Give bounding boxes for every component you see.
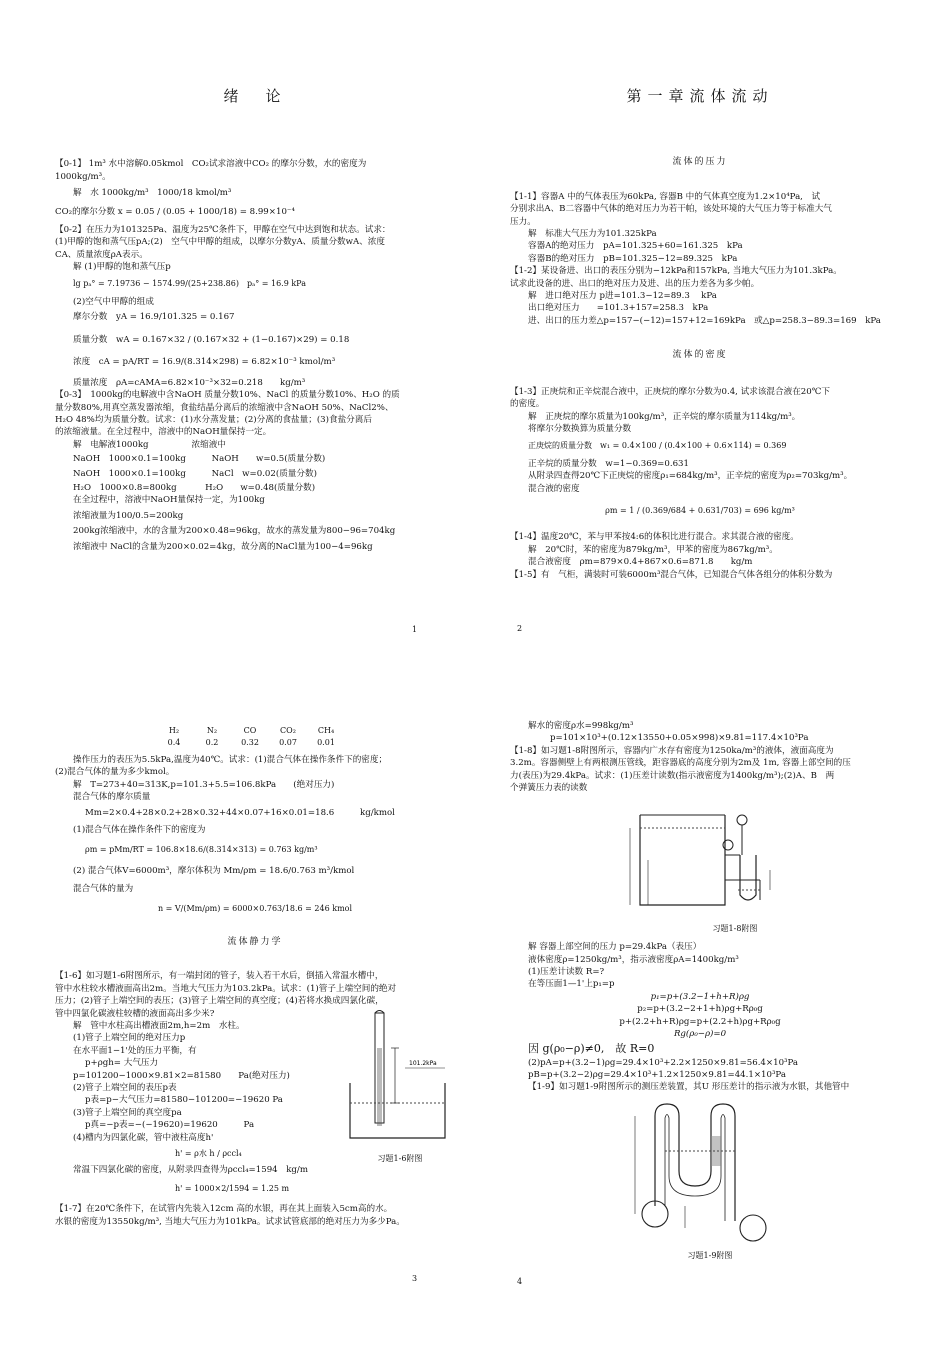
text-line: 混合液密度 ρm=879×0.4+867×0.6=871.8 kg/m [528,557,753,568]
text-line: 【1-8】如习题1-8附图所示，容器内广水存有密度为1250ka/m³的液体，液面高度为 [510,745,834,756]
tank-manometer-diagram [610,800,790,918]
gas-col [155,725,193,750]
page-3-body-2 [55,970,455,1228]
figure-caption: 习题1-9附图 [687,1251,733,1261]
text-line: (2)混合气体的量为多少kmol。 [55,767,175,778]
text-line: 解 标准大气压力为101.325kPa [528,229,657,240]
u-tube-manometer-diagram [625,1096,795,1246]
text-line: CA、质量浓度ρA表示。 [55,249,148,260]
text-line: 压力；(2)管子上端空间的表压；(3)管子上端空间的真空度；(4)若将水换成四氯化碳， [55,996,384,1007]
tube-in-tank-diagram [345,1008,455,1148]
section-heading: 流体的密度 [672,350,728,361]
page-title: 第一章流体流动 [626,87,774,105]
page-4 [510,720,890,1263]
text-line: (1)混合气体在操作条件下的密度为 [73,824,206,835]
text-line: 200kg浓缩液中，水的含量为200×0.48=96kg，故水的蒸发量为800−96=704kg [73,526,396,537]
text-line: 解 T=273+40=313K,p=101.3+5.5=106.8kPa (绝对压力) [73,779,335,790]
page-2-body-2 [510,386,890,581]
text-line: 浓缩液量为100/0.5=200kg [73,510,184,521]
text-line: 【1-3】正庚烷和正辛烷混合液中，正庚烷的摩尔分数为0.4, 试求该混合液在20℃下 [510,386,830,397]
text-line: 在等压面1—1'上p₁=p [528,979,615,990]
text-line: NaOH 1000×0.1=100kg NaCl w=0.02(质量分数) [73,468,317,479]
text-line: (2) 混合气体V=6000m³，摩尔体积为 Mm/ρm = 18.6/0.763 m³/kmol [73,865,355,876]
text-line: (3)管子上端空间的真空度pa [73,1107,182,1118]
page-1-body [55,158,455,553]
gas-col [307,725,345,750]
text-line: 管中水柱较水槽液面高出2m。当地大气压力为103.2kPa。试求：(1)管子上端空间的绝对 [55,983,397,994]
text-line: 解 容器上部空间的压力 p=29.4kPa（表压） [528,942,702,953]
text-line: 质量浓度 ρA=cAMA=6.82×10⁻³×32=0.218 kg/m³ [73,377,306,388]
gas-col [231,725,269,750]
text-line: (1)甲醇的饱和蒸气压pA;(2) 空气中甲醇的组成，以摩尔分数yA、质量分数wA、浓度 [55,237,385,248]
text-line: p表=p−大气压力=81580−101200=−19620 Pa [85,1095,283,1106]
text-line: p=101200−1000×9.81×2=81580 Pa(绝对压力) [73,1070,290,1081]
figure-1-6 [345,1008,455,1163]
gas-value: 0.4 [167,738,181,748]
page-4-body-1 [510,720,890,794]
gas-col [269,725,307,750]
text-line: 正辛烷的质量分数 w=1−0.369=0.631 [528,458,689,469]
text-line: 的密度。 [510,399,545,410]
figure-caption: 习题1-8附图 [712,923,758,933]
text-line: 解 正庚烷的摩尔质量为100kg/m³，正辛烷的摩尔质量为114kg/m³。 [528,411,801,422]
page-number: 1 [412,625,418,634]
text-line: pB=p+(3.2−2)ρg=29.4×10³+1.2×1250×9.81=44.1×10³Pa [528,1069,786,1080]
section-heading: 流体静力学 [227,936,283,947]
figure-1-8 [610,800,790,935]
gas-value: 0.07 [279,738,297,748]
text-line: 试求此设备的进、出口的绝对压力及进、出的压力差各为多少帕。 [510,278,760,289]
pressure-label: 101.2kPa [409,1060,437,1068]
text-line: 压力。 [510,216,536,227]
text-line: 【1-4】温度20℃，苯与甲苯按4:6的体积比进行混合。求其混合液的密度。 [510,532,799,543]
text-line: 【1-2】某设备进、出口的表压分别为−12kPa和157kPa, 当地大气压力为101.3kPa。 [510,266,842,277]
gas-value: 0.01 [317,738,335,748]
text-line: n = V/(Mm/ρm) = 6000×0.763/18.6 = 246 kmol [157,904,353,914]
text-line: (2)空气中甲醇的组成 [73,297,154,308]
text-line: 解 水 1000kg/m³ 1000/18 kmol/m³ [73,188,232,199]
page-number: 2 [517,624,523,633]
text-line: 解 进口绝对压力 p进=101.3−12=89.3 kPa [528,291,717,302]
text-line: p₂=p+(3.2−2+1+h)ρg+Rρ₀g [637,1004,763,1015]
text-line: 力(表压)为29.4kPa。试求：(1)压差计读数(指示液密度为1400kg/m³);(2)A、B 两 [510,770,835,781]
gas-name: CH₄ [317,726,335,735]
text-line: ρm = pMm/RT = 106.8×18.6/(8.314×313) = 0.763 kg/m³ [85,845,318,855]
text-line: 管中四氯化碳液柱较槽的液面高出多少米? [55,1008,215,1019]
text-line: 浓缩液中 NaCl的含量为200×0.02=4kg，故分离的NaCl量为100−4=96kg [73,541,373,552]
text-line: 容器A的绝对压力 pA=101.325+60=161.325 kPa [528,241,743,252]
text-line: 解水的密度ρ水=998kg/m³ [528,721,634,731]
text-line: p真=−p表=−(−19620)=19620 Pa [85,1120,255,1131]
text-line: 容器B的绝对压力 pB=101.325−12=89.325 kPa [528,253,738,264]
text-line: p=101×10³+(0.12×13550+0.05×998)×9.81=117.4×10³Pa [550,733,809,744]
text-line: 【0-3】 1000kg的电解液中含NaOH 质量分数10%、NaCl 的质量分数10%、H₂O 的质 [55,390,400,401]
text-line: 【1-9】如习题1-9附图所示的测压差装置，其U 形压差计的指示液为水银，其他管中 [528,1082,850,1093]
text-line: 解 (1)甲醇的饱和蒸气压p [73,262,171,273]
text-line: 的浓缩液量。在全过程中，溶液中的NaOH量保持一定。 [55,427,272,438]
text-line: 【1-7】在20℃条件下，在试管内先装入12cm 高的水银，再在其上面装入5cm高的水。 [55,1204,393,1215]
text-line: 因 g(ρ₀−ρ)≠0, 故 R=0 [528,1041,655,1055]
text-line: 【0-2】在压力为101325Pa、温度为25℃条件下，甲醇在空气中达到饱和状态。试求： [55,225,391,236]
text-line: p+(2.2+h+R)ρg=p+(2.2+h)ρg+Rρ₀g [619,1016,781,1027]
text-line: Mm=2×0.4+28×0.2+28×0.32+44×0.07+16×0.01=18.6 kg/kmol [85,808,395,819]
text-line: (1)压差计读数 R=? [528,967,605,978]
text-line: Rg(ρ₀−ρ)=0 [673,1029,727,1040]
text-line: (2)管子上端空间的表压p表 [73,1082,177,1093]
text-line: (1)管子上端空间的绝对压力p [73,1033,186,1044]
text-line: 出口绝对压力 =101.3+157=258.3 kPa [528,303,709,314]
text-line: 水银的密度为13550kg/m³, 当地大气压力为101kPa。试求试管底部的绝对压力为多少Pa。 [55,1216,405,1227]
text-line: 常温下四氯化碳的密度，从附录四查得为ρccl₄=1594 kg/m [73,1165,308,1176]
figure-caption: 习题1-6附图 [377,1153,423,1163]
gas-value: 0.32 [241,738,259,748]
gas-name: CO₂ [280,726,296,735]
text-line: 【1-5】有 气柜，满装时可装6000m³混合气体，已知混合气体各组分的体积分数为 [510,569,833,580]
text-line: 液体密度ρ=1250kg/m³，指示液密度ρA=1400kg/m³ [528,954,739,965]
text-line: h' = 1000×2/1594 = 1.25 m [175,1183,290,1193]
text-line: 混合液的密度 [528,483,580,494]
text-line: 操作压力的表压为5.5kPa,温度为40℃。试求：(1)混合气体在操作条件下的密度； [73,754,388,765]
gas-name: H₂ [168,726,180,735]
section-heading: 流体的压力 [672,157,728,168]
text-line: 在全过程中，溶液中NaOH量保持一定，为100kg [73,495,265,506]
text-line: 【1-6】如习题1-6附图所示，有一端封闭的管子，装入若干水后，倒插入常温水槽中， [55,971,384,982]
gas-col [193,725,231,750]
page-4-body-2 [510,941,890,1093]
page-1 [55,87,455,553]
text-line: CO₂的摩尔分数 x = 0.05 / (0.05 + 1000/18) = 8.99×10⁻⁴ [55,206,295,217]
page-2 [510,87,890,581]
text-line: 解 20℃时，苯的密度为879kg/m³，甲苯的密度为867kg/m³。 [528,544,778,555]
text-line: 解 管中水柱高出槽液面2m,h=2m 水柱。 [73,1020,245,1031]
text-line: 从附录四查得20℃下正庚烷的密度ρ₁=684kg/m³，正辛烷的密度为ρ₂=703kg/m³。 [528,471,853,482]
text-line: 浓度 cA = pA/RT = 16.9/(8.314×298) = 6.82×10⁻³ kmol/m³ [73,357,336,368]
page-3 [55,725,455,1228]
text-line: 将摩尔分数换算为质量分数 [528,423,632,434]
text-line: (2)pA=p+(3.2−1)ρg=29.4×10³+2.2×1250×9.81=56.4×10³Pa [528,1057,799,1068]
text-line: 个弹簧压力表的读数 [510,783,588,794]
text-line: p₁=p+(3.2−1+h+R)ρg [650,991,750,1002]
page-number: 3 [412,1274,418,1283]
text-line: 【0-1】 1m³ 水中溶解0.05kmol CO₂试求溶液中CO₂ 的摩尔分数，水的密度为 [55,159,367,170]
gas-value: 0.2 [205,738,219,748]
page-title: 绪 论 [223,87,287,105]
text-line: p+ρgh= 大气压力 [85,1058,159,1069]
page-2-body-1 [510,191,890,327]
figure-1-9 [625,1096,795,1263]
text-line: 3.2m。容器侧壁上有两根测压管线，距容器底的高度分别为2m及 1m, 容器上部空间的压 [510,758,851,769]
text-line: 量分数80%,用真空蒸发器浓缩，食盐结晶分离后的浓缩液中含NaOH 50%、NaCl2%、 [55,402,394,413]
text-line: lg pₐ° = 7.19736 − 1574.99/(25+238.86) pₐ° = 16.9 kPa [73,278,306,288]
text-line: NaOH 1000×0.1=100kg NaOH w=0.5(质量分数) [73,454,326,465]
text-line: 混合气体的量为 [73,884,134,895]
text-line: 混合气体的摩尔质量 [73,792,151,803]
text-line: 进、出口的压力差△p=157−(−12)=157+12=169kPa 或△p=258.3−89.3=169 kPa [528,315,881,326]
gas-composition-table [155,725,345,750]
text-line: 解 电解液1000kg 浓缩液中 [73,439,226,450]
text-line: H₂O 48%均为质量分数。试求：(1)水分蒸发量；(2)分离的食盐量；(3)食盐分离后 [55,414,372,425]
text-line: 分别求出A、B二容器中气体的绝对压力为若干帕，该处环境的大气压力等于标准大气 [510,204,832,215]
text-line: 1000kg/m³。 [55,171,111,182]
gas-name: N₂ [206,726,218,735]
text-line: 正庚烷的质量分数 w₁ = 0.4×100 / (0.4×100 + 0.6×114) = 0.369 [528,441,787,451]
page-3-body-1 [55,754,455,916]
text-line: h' = ρ水 h / ρccl₄ [175,1148,242,1158]
text-line: 在水平面1−1'处的压力平衡，有 [73,1045,197,1056]
text-line: H₂O 1000×0.8=800kg H₂O w=0.48(质量分数) [73,482,316,493]
text-line: 摩尔分数 yA = 16.9/101.325 = 0.167 [73,312,235,323]
page-number: 4 [517,1277,523,1286]
text-line: ρm = 1 / (0.369/684 + 0.631/703) = 696 kg/m³ [605,505,795,515]
text-line: 【1-1】容器A 中的气体表压为60kPa, 容器B 中的气体真空度为1.2×10⁴Pa, 试 [510,191,821,202]
gas-name: CO [243,726,257,735]
text-line: (4)槽内为四氯化碳，管中液柱高度h' [73,1132,214,1143]
text-line: 质量分数 wA = 0.167×32 / (0.167×32 + (1−0.167)×29) = 0.18 [73,334,350,345]
